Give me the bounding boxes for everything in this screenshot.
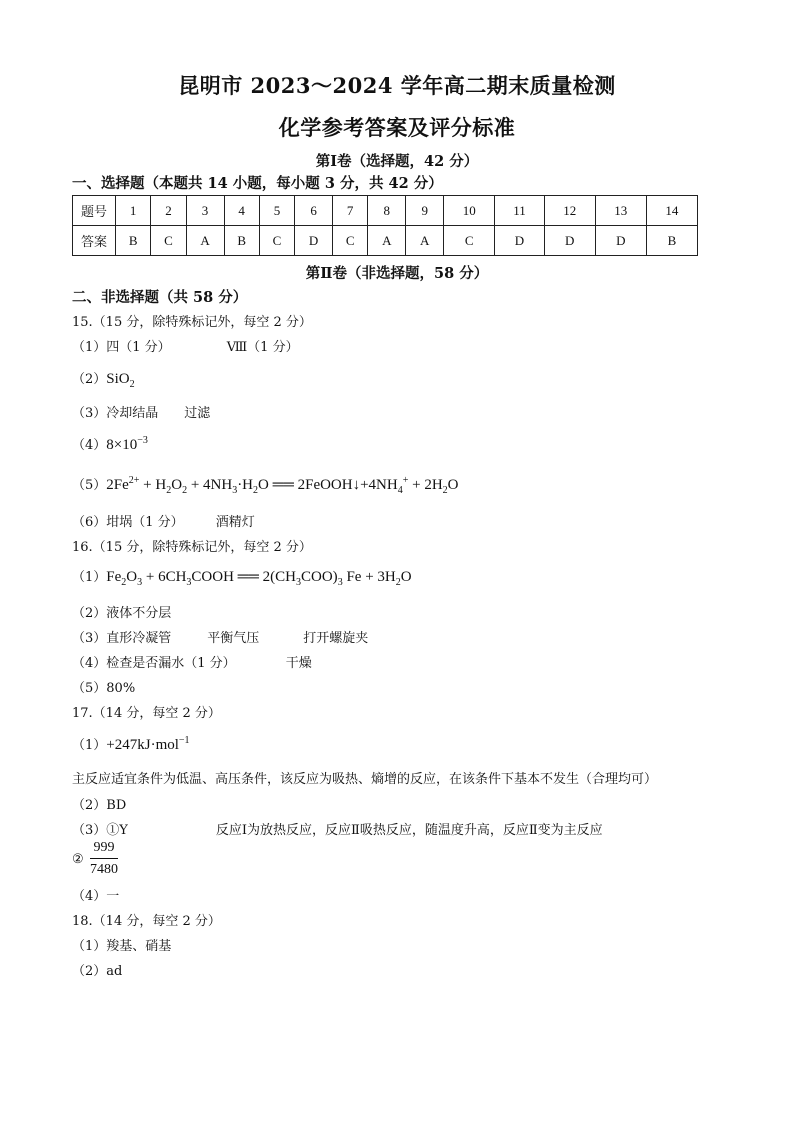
q16-a1-equation: $Fe_2O_3$ + $6CH_3COOH$ ══ $2(CH_3COO)_3$ $Fe + 3H_2O$ [106,569,412,588]
q15-a1-part-a: （1）四（1 分） [72,340,171,355]
answer-cell: D [295,226,333,256]
answer-cell: D [495,226,544,256]
q17-answer-4: （4）一 [72,889,120,904]
q16-answer-1 [72,566,412,588]
q16-a3-part-a: （3）直形冷凝管 [72,631,172,646]
q15-a2-label: （2） [72,372,107,387]
q15-answer-4 [72,434,148,454]
q15-a4-value: $8\times 10^{-3}$ [106,435,148,453]
question-number-cell: 12 [544,196,595,226]
fraction-numerator: 999 [90,840,118,859]
q17-a3-2-label: ② [72,852,84,867]
question-number-cell: 11 [495,196,544,226]
question-number-cell: 6 [295,196,333,226]
q16-header: 16.（15 分，除特殊标记外，每空 2 分） [72,540,312,555]
question-number-cell: 7 [333,196,368,226]
section2-title: 二、非选择题（共 58 分） [72,289,248,306]
q17-a3-part-b: 反应Ⅰ为放热反应，反应Ⅱ吸热反应，随温度升高，反应Ⅱ变为主反应 [215,823,603,838]
question-number-cell: 5 [259,196,294,226]
q15-a3-part-a: （3）冷却结晶 [72,406,159,421]
answer-cell: B [646,226,697,256]
answer-cell: B [224,226,259,256]
answer-cell: C [444,226,495,256]
table-row-answers [73,226,698,256]
question-number-cell: 3 [186,196,224,226]
q16-a3-part-b: 平衡气压 [207,631,260,646]
q17-answer-1 [72,734,190,754]
q16-a1-label: （1） [72,570,107,585]
q15-answer-3 [72,402,210,421]
q17-a1-label: （1） [72,738,107,753]
q17-a3-2-fraction [90,840,118,878]
q16-a3-part-c: 打开螺旋夹 [303,631,369,646]
answer-cell: C [151,226,186,256]
q15-a2-formula: SiO$_2$ [106,371,135,390]
question-number-cell: 1 [116,196,151,226]
q15-a6-part-b: 酒精灯 [215,515,255,530]
answer-cell: D [595,226,646,256]
question-number-cell: 13 [595,196,646,226]
q15-a5-equation: $2Fe^{2+} + H_2O_2 + 4NH_3\cdot H_2O$ ══ $2FeOOH↓+4NH_4^+ + 2H_2O$ [106,475,459,496]
q18-answer-1: （1）羧基、硝基 [72,939,172,954]
q15-a3-part-b: 过滤 [184,406,211,421]
answer-table [72,195,698,256]
q18-header: 18.（14 分，每空 2 分） [72,914,221,929]
q16-a4-part-b: 干燥 [285,656,312,671]
answer-cell: B [116,226,151,256]
fraction-denominator: 7480 [90,862,118,877]
question-number-cell: 14 [646,196,697,226]
part1-title: 第Ⅰ卷（选择题，42 分） [315,153,479,170]
document-title: 昆明市 2023～2024 学年高二期末质量检测 [178,73,616,98]
section1-title: 一、选择题（本题共 14 小题，每小题 3 分，共 42 分） [72,175,443,192]
q17-a3-part-a: （3）①Y [72,823,128,838]
table-header-cell: 答案 [73,226,116,256]
answer-cell: C [333,226,368,256]
question-number-cell: 9 [406,196,444,226]
q16-answer-3 [72,627,368,646]
answer-cell: A [368,226,406,256]
q16-answer-5: （5）80% [72,681,136,696]
answer-cell: C [259,226,294,256]
question-number-cell: 10 [444,196,495,226]
table-header-cell: 题号 [73,196,116,226]
part2-title: 第Ⅱ卷（非选择题，58 分） [305,265,489,282]
q16-answer-2: （2）液体不分层 [72,606,172,621]
answer-cell: D [544,226,595,256]
q16-answer-4 [72,652,312,671]
table-row-numbers [73,196,698,226]
question-number-cell: 8 [368,196,406,226]
q17-header: 17.（14 分，每空 2 分） [72,706,221,721]
q15-a4-label: （4） [72,438,107,453]
q15-answer-6 [72,511,255,530]
question-number-cell: 4 [224,196,259,226]
q15-answer-1 [72,336,299,355]
q15-answer-5 [72,474,459,496]
q15-header: 15.（15 分，除特殊标记外，每空 2 分） [72,315,312,330]
answer-cell: A [406,226,444,256]
q17-answer-2: （2）BD [72,798,127,813]
q18-answer-2: （2）ad [72,964,123,979]
q16-a4-part-a: （4）检查是否漏水（1 分） [72,656,236,671]
q15-a5-label: （5） [72,478,107,493]
q15-a6-part-a: （6）坩埚（1 分） [72,515,184,530]
q17-answer-3 [72,819,603,838]
q15-a1-part-b: Ⅷ（1 分） [226,340,299,355]
question-number-cell: 2 [151,196,186,226]
q15-answer-2 [72,368,135,390]
document-subtitle: 化学参考答案及评分标准 [278,115,516,140]
q17-a1-explanation: 主反应适宜条件为低温、高压条件，该反应为吸热、熵增的反应，在该条件下基本不发生（合理均可） [72,772,658,787]
q17-a1-value: +247kJ·mol$^{-1}$ [106,735,190,753]
answer-cell: A [186,226,224,256]
